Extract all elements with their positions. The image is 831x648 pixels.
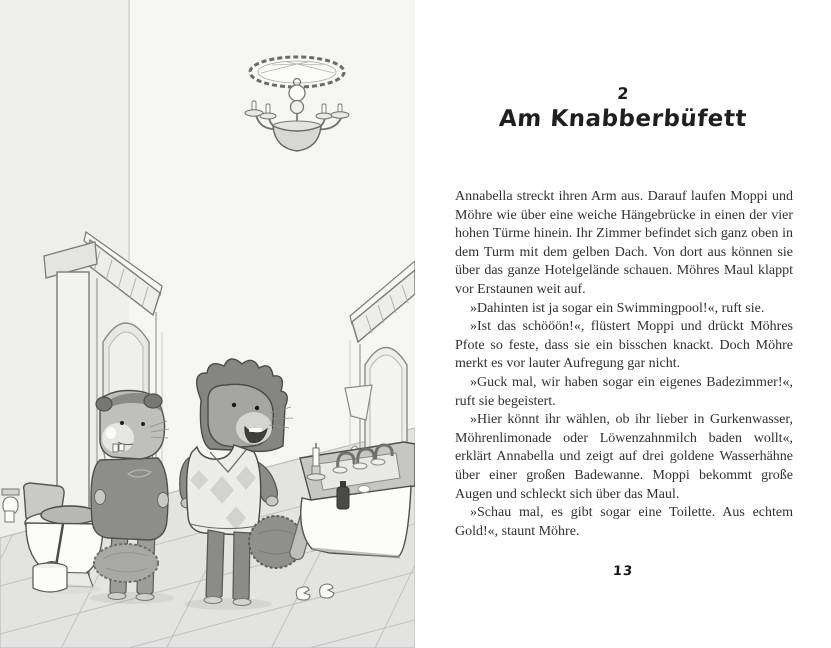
illustration-page (0, 0, 415, 648)
paragraph: »Hier könnt ihr wählen, ob ihr lieber in Gurkenwasser, Möhrenlimonade oder Löwenzahnmilch baden wollt«, erklärt Annabella und zeigt auf drei goldene Wasserhähne über einer großen Badewanne. Moppi bekommt große Augen und schleckt sich über das Maul. (455, 412, 793, 502)
ear-right (144, 394, 162, 408)
tooth-2 (119, 444, 124, 451)
chapter-title: Am Knabberbüfett (498, 106, 748, 132)
page-number: 13 (612, 564, 634, 579)
paragraph: »Dahinten ist ja sogar ein Swimmingpool!«, ruft sie. (470, 300, 765, 316)
bathtub (300, 442, 415, 557)
bathroom-illustration (0, 0, 415, 648)
toilet-seat (41, 506, 99, 524)
chapter-number: 2 (616, 84, 630, 103)
teeth (249, 428, 262, 432)
nose (106, 427, 116, 439)
tooth-1 (113, 444, 118, 452)
soap (358, 486, 370, 493)
paragraph: »Ist das schööön!«, flüstert Moppi und drückt Möhres Pfote so feste, dass sie ein bisschen knackt. Doch Möhre merkt es vor lauter Aufregung gar nicht. (455, 319, 793, 372)
paragraph: »Guck mal, wir haben sogar ein eigenes Badezimmer!«, ruft sie begeistert. (455, 374, 793, 409)
paragraph: Annabella streckt ihren Arm aus. Darauf laufen Moppi und Möhre wie über eine weiche Hängebrücke in einen der vier hohen Türme hinein. Ihr Zimmer befindet sich ganz oben in dem Turm mit dem gelben Dach. Von dort aus können sie über das ganze Hotelgelände schauen. Möhres Maul klappt vor Erstaunen weit auf. (455, 189, 793, 297)
body-text (455, 188, 793, 541)
rug-small (94, 544, 158, 582)
paragraph: »Schau mal, es gibt sogar eine Toilette. Aus echtem Gold!«, staunt Möhre. (455, 505, 793, 539)
text-page (415, 0, 831, 648)
ear-left (96, 397, 112, 411)
